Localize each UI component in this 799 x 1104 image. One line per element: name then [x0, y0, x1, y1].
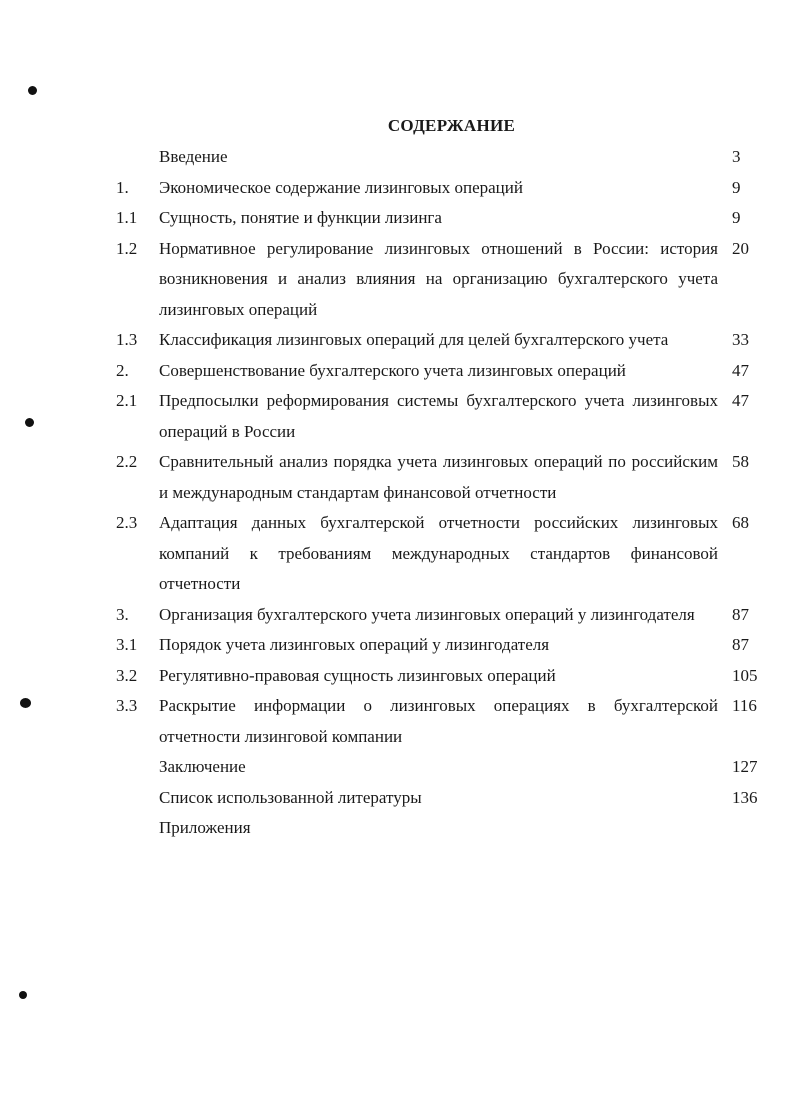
toc-entry [0, 600, 799, 631]
toc-entry-page: 3 [732, 147, 741, 166]
toc-entry-title: Сравнительный анализ порядка учета лизинговых операций по российским и международным стандартам финансовой отчетности [159, 452, 718, 502]
toc-entry-title: Нормативное регулирование лизинговых отношений в России: история возникновения и анализ влияния на организацию бухгалтерского учета лизинговых операций [159, 238, 718, 319]
toc-entry-page: 136 [732, 787, 758, 807]
toc-entry-title: Приложения [159, 818, 251, 837]
toc-entry-page: 68 [732, 513, 749, 532]
toc-entry-title: Экономическое содержание лизинговых операций [159, 177, 523, 197]
toc-entry [0, 813, 799, 844]
toc-entry-number: 2. [116, 360, 129, 380]
toc-entry-title: Классификация лизинговых операций для целей бухгалтерского учета [159, 330, 669, 349]
toc-entry-page: 127 [732, 757, 758, 776]
toc-entry-title: Регулятивно-правовая сущность лизинговых операций [159, 665, 556, 685]
toc-entry [0, 142, 799, 173]
toc-entry-title: Предпосылки реформирования системы бухгалтерского учета лизинговых операций в России [159, 391, 718, 441]
toc-entry-title: Введение [159, 147, 228, 166]
toc-entry-page: 58 [732, 452, 749, 471]
toc-entry [0, 447, 799, 508]
toc-entry-number: 1.3 [116, 330, 138, 349]
toc-entry-title: Раскрытие информации о лизинговых операциях в бухгалтерской отчетности лизинговой компании [159, 696, 718, 746]
toc-entry-number: 3.1 [116, 635, 138, 654]
toc-entry [0, 203, 799, 234]
toc-entry-title: Заключение [159, 757, 246, 776]
toc-entry [0, 661, 799, 692]
toc-entry-title: Организация бухгалтерского учета лизинговых операций у лизингодателя [159, 604, 695, 624]
page-title: СОДЕРЖАНИЕ [387, 116, 516, 135]
toc-entry-number: 3.2 [116, 665, 138, 685]
table-of-contents [0, 142, 799, 844]
toc-entry-page: 47 [732, 391, 749, 410]
toc-entry-title: Сущность, понятие и функции лизинга [159, 208, 442, 227]
toc-entry-page: 9 [732, 208, 741, 227]
toc-entry [0, 356, 799, 387]
toc-entry [0, 630, 799, 661]
toc-entry [0, 508, 799, 600]
toc-entry [0, 783, 799, 814]
toc-entry-page: 33 [732, 330, 749, 349]
toc-entry-number: 2.1 [116, 391, 138, 410]
toc-entry [0, 752, 799, 783]
toc-entry-number: 1.1 [116, 208, 138, 227]
toc-entry-page: 105 [732, 665, 758, 685]
toc-entry-number: 3.3 [116, 696, 138, 715]
toc-entry-page: 20 [732, 238, 749, 258]
toc-entry-title: Порядок учета лизинговых операций у лизингодателя [159, 635, 550, 654]
toc-entry-number: 1. [116, 177, 129, 197]
toc-entry-title: Адаптация данных бухгалтерской отчетности российских лизинговых компаний к требованиям международных стандартов финансовой отчетности [159, 513, 718, 593]
toc-entry-page: 9 [732, 177, 741, 197]
toc-entry [0, 173, 799, 204]
scan-mark-dot [28, 86, 37, 95]
toc-entry-number: 3. [116, 604, 129, 624]
toc-entry-title: Список использованной литературы [159, 787, 422, 807]
toc-entry [0, 234, 799, 326]
toc-entry-number: 2.2 [116, 452, 138, 471]
toc-entry [0, 325, 799, 356]
toc-entry-page: 47 [732, 360, 749, 380]
toc-entry [0, 386, 799, 447]
toc-entry-title: Совершенствование бухгалтерского учета лизинговых операций [159, 360, 626, 380]
toc-entry-page: 116 [732, 696, 757, 715]
toc-entry-number: 2.3 [116, 513, 138, 532]
toc-entry [0, 691, 799, 752]
toc-entry-page: 87 [732, 635, 749, 654]
scan-mark-dot [19, 991, 27, 999]
toc-entry-page: 87 [732, 604, 749, 624]
toc-entry-number: 1.2 [116, 238, 138, 258]
